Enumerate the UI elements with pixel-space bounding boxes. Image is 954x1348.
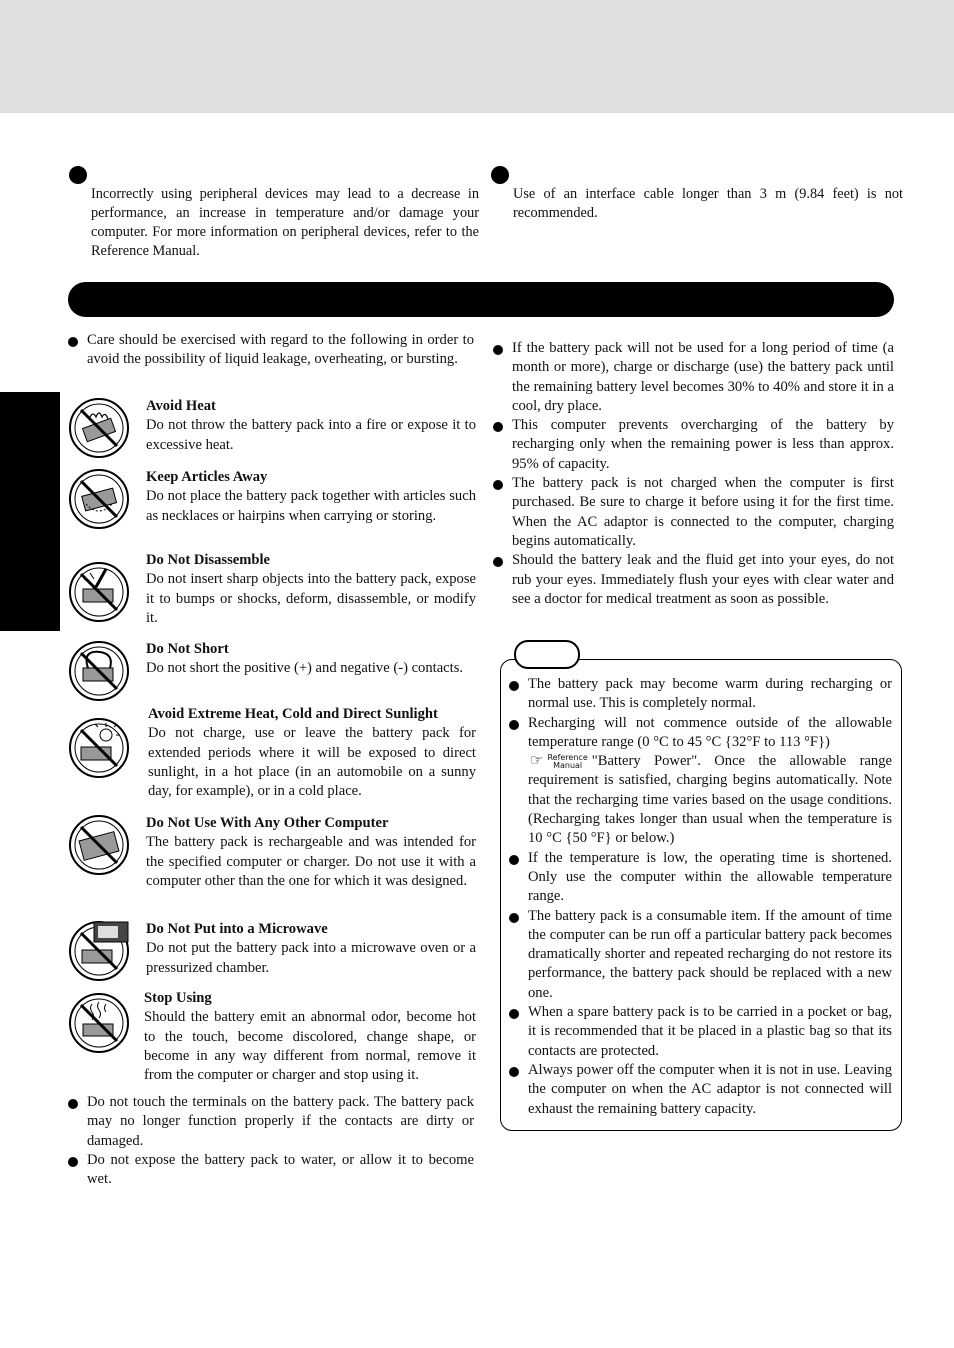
right-bullet-list	[493, 339, 894, 609]
warning-title: Avoid Extreme Heat, Cold and Direct Sunlight	[148, 706, 438, 722]
warning-avoid-heat	[68, 397, 476, 459]
warning-microwave	[68, 920, 476, 982]
warning-body: Do not short the positive (+) and negative (-) contacts.	[146, 660, 464, 677]
list-item: Do not expose the battery pack to water, or allow it to become wet.	[68, 1151, 474, 1190]
list-item: When a spare battery pack is to be carried in a pocket or bag, it is recommended that it be placed in a plastic bag so that its contacts are protected.	[509, 1003, 892, 1061]
warning-do-not-disassemble	[68, 551, 476, 626]
header-band	[0, 0, 954, 113]
warning-title: Do Not Put into a Microwave	[146, 921, 328, 937]
warning-title: Stop Using	[144, 990, 212, 1006]
note-list	[509, 675, 892, 1119]
warning-body: Do not charge, use or leave the battery pack for extended periods where it will be exposed to direct sunlight, in a hot place (in an automobile on a sunny day, for example), or in a cold place.	[148, 725, 476, 800]
list-item: Always power off the computer when it is not in use. Leaving the computer on when the AC adaptor is not connected will exhaust the remaining battery capacity.	[509, 1061, 892, 1119]
list-item	[509, 714, 892, 849]
ref-label-bottom: Manual	[553, 760, 583, 770]
no-microwave-icon	[68, 920, 130, 982]
warning-title: Do Not Disassemble	[146, 552, 271, 568]
warning-text	[146, 397, 476, 455]
side-tab	[0, 392, 60, 631]
warning-text	[146, 468, 476, 526]
ref-label-top: Reference	[547, 752, 588, 762]
warning-title: Do Not Use With Any Other Computer	[146, 815, 389, 831]
list-item: This computer prevents overcharging of the battery by recharging only when the remaining power is less than approx. 95% of capacity.	[493, 416, 894, 474]
warning-body: Should the battery emit an abnormal odor, become hot to the touch, become discolored, change shape, or become in any way different from normal, remove it from the computer or charger and stop using it.	[144, 1009, 476, 1084]
warning-body: The battery pack is rechargeable and was intended for the specified computer or charger. Do not use it with a computer other than the one for which it was designed.	[146, 834, 476, 889]
left-intro-list	[68, 331, 474, 370]
warning-do-not-short	[68, 640, 476, 702]
no-sunlight-icon	[68, 717, 130, 779]
no-other-computer-icon	[68, 814, 130, 876]
no-necklace-icon	[68, 468, 130, 530]
interface-cable-text: Use of an interface cable longer than 3 m (9.84 feet) is not recommended.	[513, 186, 903, 221]
warning-body: Do not throw the battery pack into a fire or expose it to excessive heat.	[146, 417, 476, 453]
warning-text	[146, 920, 476, 978]
section-bullet-right	[491, 166, 509, 184]
warning-keep-articles-away	[68, 468, 476, 530]
warning-avoid-extreme-heat	[68, 705, 476, 800]
note-ref-text: "Battery Power". Once the allowable range requirement is satisfied, charging begins automatically. Note that the recharging time varies based on the usage conditions. (Recharging takes longer than usual when the temperature is 10 °C {50 °F} or below.)	[528, 753, 892, 847]
warning-body: Do not put the battery pack into a microwave oven or a pressurized chamber.	[146, 940, 476, 976]
list-item: Care should be exercised with regard to the following in order to avoid the possibility of liquid leakage, overheating, or bursting.	[68, 331, 474, 370]
list-item: The battery pack is a consumable item. If the amount of time the computer can be run off a particular battery pack becomes dramatically shorter and repeated recharging do not restore its performance, the battery pack should be replaced with a new one.	[509, 907, 892, 1003]
list-item: The battery pack is not charged when the computer is first purchased. Be sure to charge it before using it for the first time. When the AC adaptor is connected to the computer, charging begins automatically.	[493, 474, 894, 551]
peripheral-devices-text: Incorrectly using peripheral devices may lead to a decrease in performance, an increase in temperature and/or damage your computer. For more information on peripheral devices, refer to the Reference Manual.	[91, 186, 479, 259]
section-header-bar	[68, 282, 894, 317]
left-bottom-list	[68, 1093, 474, 1189]
warning-title: Keep Articles Away	[146, 469, 268, 485]
warning-text	[144, 989, 476, 1085]
list-item: Do not touch the terminals on the battery pack. The battery pack may no longer function properly if the contacts are dirty or damaged.	[68, 1093, 474, 1151]
warning-body: Do not place the battery pack together with articles such as necklaces or hairpins when carrying or storing.	[146, 488, 476, 524]
warning-other-computer	[68, 814, 476, 909]
reference-manual-icon	[547, 754, 587, 770]
warning-stop-using	[68, 989, 476, 1089]
note-tab	[514, 640, 580, 669]
note-text: Recharging will not commence outside of the allowable temperature range (0 °C to 45 °C {32°F to 113 °F})	[528, 714, 892, 750]
list-item: Should the battery leak and the fluid get into your eyes, do not rub your eyes. Immediately flush your eyes with clear water and see a doctor for medical treatment as soon as possible.	[493, 551, 894, 609]
section-bullet-left	[69, 166, 87, 184]
warning-title: Do Not Short	[146, 641, 229, 657]
warning-title: Avoid Heat	[146, 398, 216, 414]
list-item: If the battery pack will not be used for a long period of time (a month or more), charge or discharge (use) the battery pack until the remaining battery level becomes 30% to 40% and store it in a cool, dry place.	[493, 339, 894, 416]
warning-text	[146, 814, 476, 891]
stop-using-icon	[68, 992, 130, 1054]
no-fire-icon	[68, 397, 130, 459]
no-short-icon	[68, 640, 130, 702]
list-item: If the temperature is low, the operating time is shortened. Only use the computer within the allowable temperature range.	[509, 849, 892, 907]
warning-text	[148, 705, 476, 801]
warning-text	[146, 640, 476, 679]
warning-text	[146, 551, 476, 628]
pointing-hand-icon: ☞	[530, 753, 544, 770]
warning-body: Do not insert sharp objects into the battery pack, expose it to bumps or shocks, deform, disassemble, or modify it.	[146, 571, 476, 626]
no-disassemble-icon	[68, 561, 130, 623]
list-item: The battery pack may become warm during recharging or normal use. This is completely normal.	[509, 675, 892, 714]
